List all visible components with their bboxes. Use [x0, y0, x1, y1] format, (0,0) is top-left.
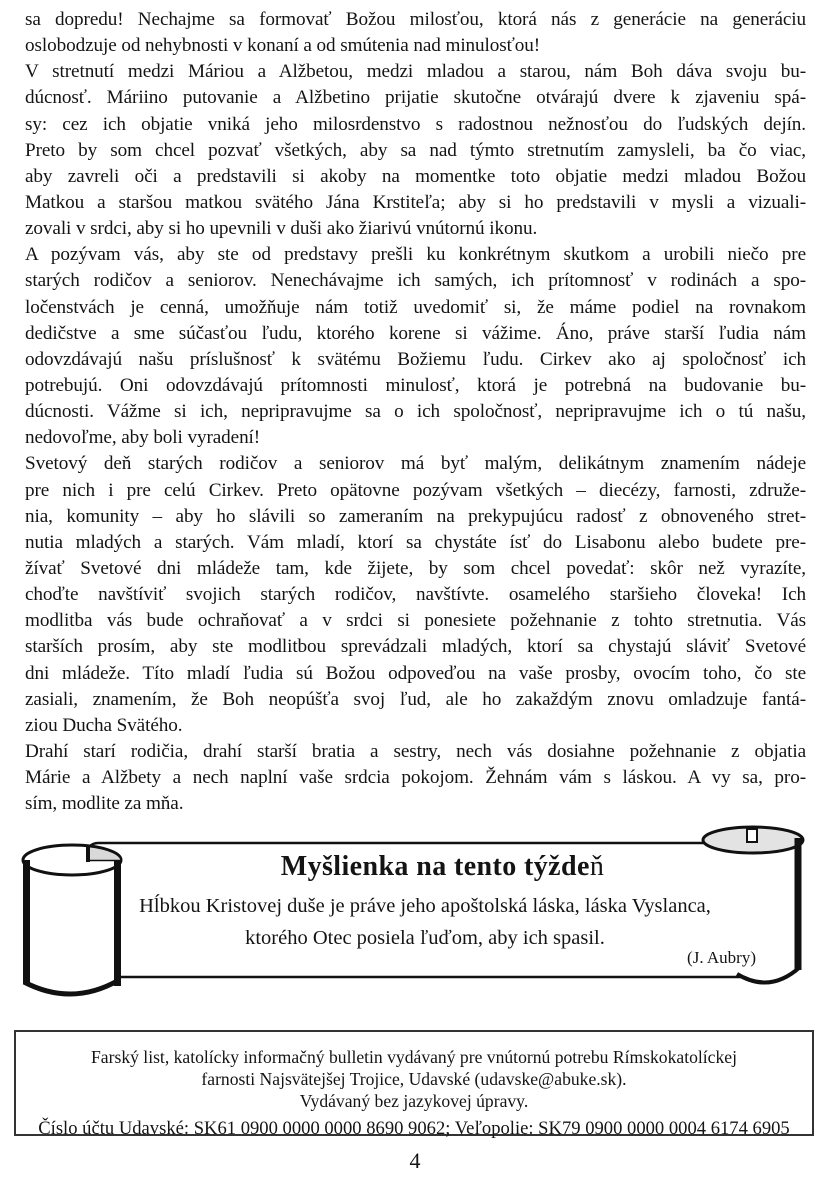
page-number: 4 [409, 1148, 421, 1173]
thought-attribution: (J. Aubry) [687, 948, 756, 967]
body-line: zasiali, znamením, že Boh neopúšťa svoj ľud, ale ho zakaždým znovu omladzuje fantá- [25, 688, 806, 710]
imprint-box [14, 1030, 814, 1139]
imprint-line: Farský list, katolícky informačný bulletin vydávaný pre vnútornú potrebu Rímskokatolíckej [91, 1047, 737, 1067]
body-line: starších prosím, aby ste modlitbou sprevádzali mladých, ktorí sa chystajú sláviť Svetové [25, 636, 806, 658]
body-line: nia, komunity – aby ho slávili so zameraním na prekypujúcu radosť z obnoveného stret- [25, 505, 806, 527]
body-line: aby zavreli oči a predstavili si akoby na momentke toto objatie medzi mladou Božou [25, 165, 806, 187]
body-line: nedovoľme, aby boli vyradení! [25, 427, 261, 449]
body-line: dni mládeže. Títo mladí ľudia sú Božou odpoveďou na vaše prosby, ovocím toho, čo ste [25, 662, 806, 684]
body-line: dedičstve a sme súčasťou ľudu, ktorého korene si vážime. Áno, práve starší ľudia nám [25, 322, 806, 344]
body-line: choďte navštíviť svojich starých rodičov, navštívte. osamelého staršieho človeka! Ich [25, 584, 806, 606]
imprint-account-line: Číslo účtu Udavské: SK61 0900 0000 0000 8690 9062; Veľopolie: SK79 0900 0000 0004 6174 6905 [38, 1118, 790, 1139]
body-line: zovali v srdci, aby si ho upevnili v duši ako žiarivú vnútornú ikonu. [25, 218, 538, 240]
body-line: odovzdávajú našu príslušnosť k svätému Božiemu ľudu. Cirkev ako aj spoločnosť ich [25, 348, 806, 370]
imprint-line: Vydávaný bez jazykovej úpravy. [299, 1091, 529, 1111]
thought-quote-line: Hĺbkou Kristovej duše je práve jeho apoštolská láska, láska Vyslanca, [139, 895, 711, 917]
body-line: dúcnosť. Máriino putovanie a Alžbetino prijatie skutočne otvárajú dvere k zjaveniu spá- [25, 87, 806, 109]
body-line: Svetový deň starých rodičov a seniorov má byť malým, delikátnym znamením nádeje [25, 453, 806, 475]
thought-title-bold: Myšlienka na tento týžde [280, 851, 590, 882]
body-line: ziou Ducha Svätého. [25, 714, 183, 736]
imprint-line: farnosti Najsvätejšej Trojice, Udavské (udavske@abuke.sk). [201, 1069, 627, 1089]
body-line: Drahí starí rodičia, drahí starší bratia a sestry, nech vás dosiahne požehnanie z objatia [25, 740, 806, 762]
thought-of-week-banner [0, 824, 830, 1020]
body-line: Preto by som chcel pozvať všetkých, aby sa nad týmto stretnutím zamysleli, ba čo viac, [25, 139, 806, 161]
body-line: potrebujú. Oni odovzdávajú prítomnosti minulosť, ktorá je potrebná na budovanie bu- [25, 374, 806, 396]
body-line: dúcnosti. Vážme si ich, nepripravujme sa o ich spoločnosť, nepripravujme ich o tú našu, [25, 401, 806, 423]
body-line: starých rodičov a seniorov. Nenechávajme ich samých, ich prítomnosť v rodinách a spo- [25, 270, 806, 292]
thought-quote-line: ktorého Otec posiela ľuďom, aby ich spasil. [245, 926, 605, 949]
thought-quote [110, 891, 740, 954]
body-line: V stretnutí medzi Máriou a Alžbetou, medzi mladou a starou, nám Boh dáva svoju bu- [25, 61, 806, 83]
thought-title [135, 851, 750, 883]
body-line: A pozývam vás, aby ste od predstavy prešli ku konkrétnym skutkom a urobili niečo pre [25, 244, 806, 266]
body-line: modlitba vás bude ochraňovať a v srdci si ponesiete požehnanie z tohto stretnutia. Vás [25, 610, 806, 632]
letter-body [25, 9, 806, 819]
body-line: ločenstvách je cenná, umožňuje nám totiž uvedomiť si, že máme podiel na rovnakom [25, 296, 806, 318]
body-line: oslobodzuje od nehybnosti v konaní a od smútenia nad minulosťou! [25, 35, 540, 57]
body-line: nutia mladých a starých. Vám mladí, ktorí sa chystáte ísť do Lisabonu alebo budete pre- [25, 531, 806, 553]
body-line: sa dopredu! Nechajme sa formovať Božou milosťou, ktorá nás z generácie na generáciu [25, 9, 806, 30]
scroll-left-roll [23, 845, 121, 994]
thought-title-tail: ň [589, 851, 605, 882]
body-line: pre nich i pre celú Cirkev. Preto opätovne pozývam všetkých – diecézy, farnosti, združe- [25, 479, 806, 501]
body-line: žívať Svetové dni mládeže tam, kde žijete, by som chcel povedať: skôr než vyrazíte, [25, 557, 806, 579]
body-line: sím, modlite za mňa. [25, 793, 184, 815]
body-line: Matkou a staršou matkou svätého Jána Krstiteľa; aby si ho predstavili v mysli a vizuali- [25, 191, 806, 213]
body-line: Márie a Alžbety a nech naplní vaše srdcia pokojom. Žehnám vám s láskou. A vy sa, pro- [25, 767, 806, 789]
body-line: sy: cez ich objatie vniká jeho milosrdenstvo s radostnou nežnosťou do ľudských dejín. [25, 113, 806, 135]
